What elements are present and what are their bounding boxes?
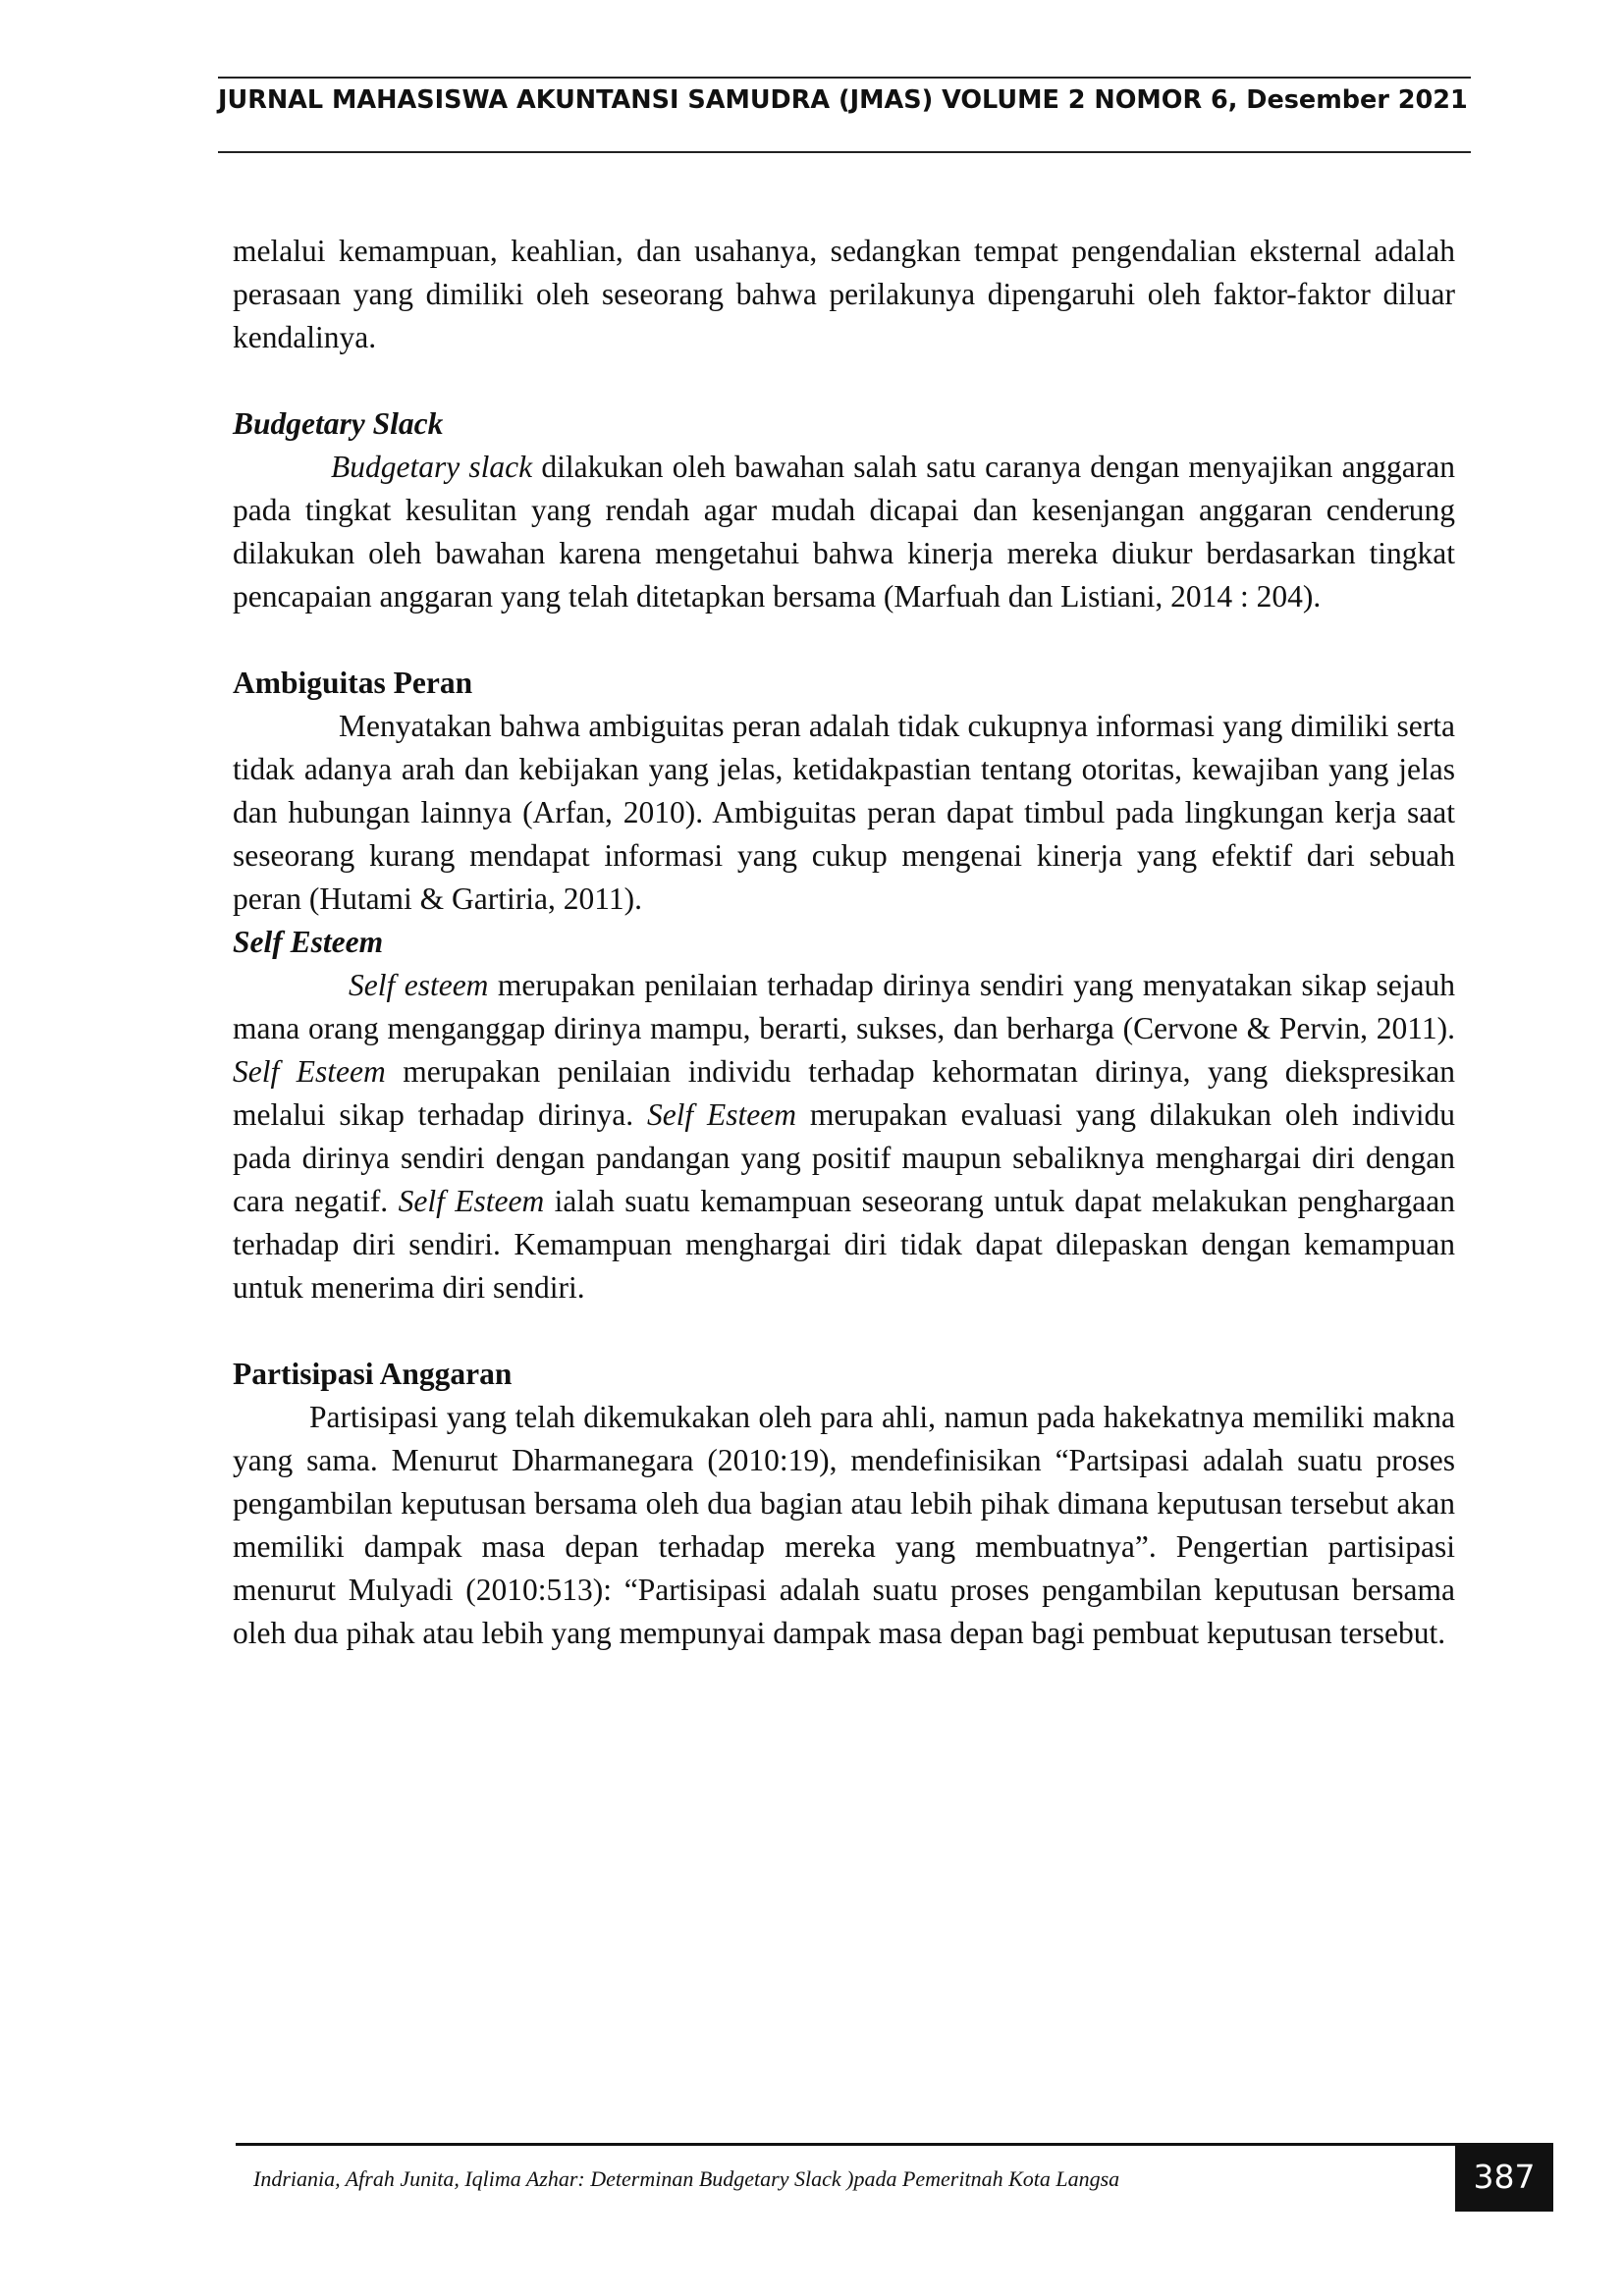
term-self-esteem-4: Self Esteem (398, 1184, 545, 1218)
header-top-rule (218, 77, 1471, 79)
spacer (233, 618, 1455, 662)
paragraph-self-esteem-text-1: merupakan penilaian terhadap dirinya sendiri yang menyatakan sikap sejauh mana orang menganggap dirinya mampu, berarti, sukses, dan berharga (Cervone & Pervin, 2011). (233, 968, 1456, 1045)
spacer (233, 359, 1455, 402)
page-number: 387 (1473, 2158, 1536, 2196)
heading-partisipasi-anggaran: Partisipasi Anggaran (233, 1357, 513, 1391)
paragraph-partisipasi-anggaran: Partisipasi yang telah dikemukakan oleh para ahli, namun pada hakekatnya memiliki makna yang sama. Menurut Dharmanegara (2010:19), mendefinisikan “Partsipasi adalah suatu proses pengambilan keputusan bersama oleh dua bagian atau lebih pihak dimana keputusan tersebut akan memiliki dampak masa depan terhadap mereka yang membuatnya”. Pengertian partisipasi menurut Mulyadi (2010:513): “Partisipasi adalah suatu proses pengambilan keputusan bersama oleh dua pihak atau lebih yang mempunyai dampak masa depan bagi pembuat keputusan tersebut. (233, 1400, 1455, 1650)
paragraph-self-esteem-text-3: merupakan evaluasi yang dilakukan oleh individu pada dirinya sendiri dengan pandangan yang positif maupun sebaliknya menghargai diri dengan cara negatif. (233, 1097, 1456, 1218)
header-bottom-rule (218, 151, 1471, 153)
term-self-esteem-2: Self Esteem (233, 1054, 386, 1089)
term-self-esteem-3: Self Esteem (646, 1097, 797, 1132)
spacer (233, 1309, 1455, 1353)
body-text (233, 230, 1455, 1655)
heading-budgetary-slack: Budgetary Slack (233, 406, 444, 441)
term-budgetary-slack: Budgetary slack (331, 450, 533, 484)
paragraph-self-esteem (233, 964, 1455, 1309)
paragraph-continuation: melalui kemampuan, keahlian, dan usahanya, sedangkan tempat pengendalian eksternal adalah perasaan yang dimiliki oleh seseorang bahwa perilakunya dipengaruhi oleh faktor-faktor diluar kendalinya. (233, 234, 1455, 354)
paragraph-self-esteem-text-2: merupakan penilaian individu terhadap kehormatan dirinya, yang diekspresikan melalui sikap terhadap dirinya. (233, 1054, 1456, 1132)
paragraph-budgetary-slack-text: dilakukan oleh bawahan salah satu caranya dengan menyajikan anggaran pada tingkat kesulitan yang rendah agar mudah dicapai dan kesenjangan anggaran cenderung dilakukan oleh bawahan karena mengetahui bahwa kinerja mereka diukur berdasarkan tingkat pencapaian anggaran yang telah ditetapkan bersama (Marfuah dan Listiani, 2014 : 204). (233, 450, 1455, 614)
footer-citation: Indriania, Afrah Junita, Iqlima Azhar: Determinan Budgetary Slack )pada Pemeritnah Kota Langsa (253, 2166, 1120, 2191)
term-self-esteem-1: Self esteem (349, 968, 489, 1002)
heading-ambiguitas-peran: Ambiguitas Peran (233, 666, 473, 700)
paragraph-budgetary-slack (233, 446, 1455, 618)
heading-self-esteem: Self Esteem (233, 925, 384, 959)
page-number-box (1455, 2143, 1553, 2212)
paragraph-self-esteem-text-4: ialah suatu kemampuan seseorang untuk dapat melakukan penghargaan terhadap diri sendiri. Kemampuan menghargai diri tidak dapat dilepaskan dengan kemampuan untuk menerima diri sendiri. (233, 1184, 1455, 1305)
paragraph-ambiguitas-peran: Menyatakan bahwa ambiguitas peran adalah tidak cukupnya informasi yang dimiliki serta tidak adanya arah dan kebijakan yang jelas, ketidakpastian tentang otoritas, kewajiban yang jelas dan hubungan lainnya (Arfan, 2010). Ambiguitas peran dapat timbul pada lingkungan kerja saat seseorang kurang mendapat informasi yang cukup mengenai kinerja yang efektif dari sebuah peran (Hutami & Gartiria, 2011). (233, 709, 1455, 916)
running-head: JURNAL MAHASISWA AKUNTANSI SAMUDRA (JMAS) VOLUME 2 NOMOR 6, Desember 2021 (218, 85, 1468, 115)
footer-rule (236, 2143, 1455, 2146)
